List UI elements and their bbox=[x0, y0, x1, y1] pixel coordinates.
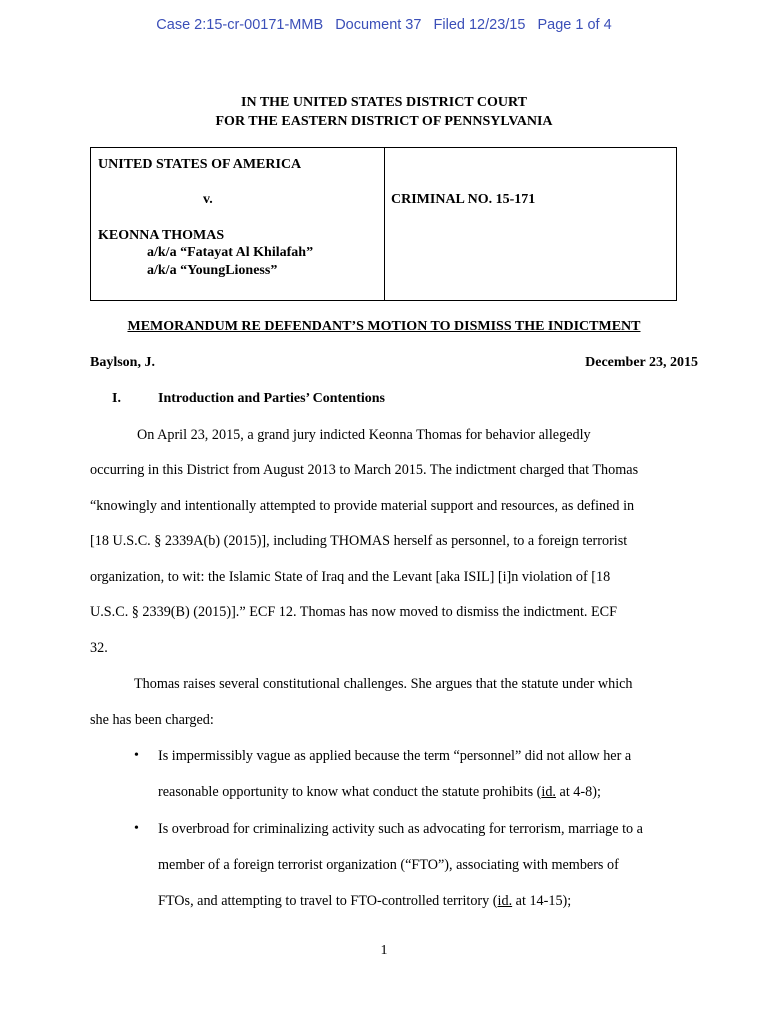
caption-defendant: KEONNA THOMAS bbox=[98, 228, 225, 243]
paragraph1-line: occurring in this District from August 2013 to March 2015. The indictment charged that Thomas bbox=[90, 462, 639, 478]
case-header-stamp: Case 2:15-cr-00171-MMB Document 37 Filed 12/23/15 Page 1 of 4 bbox=[156, 17, 612, 33]
bullet1-text: reasonable opportunity to know what conduct the statute prohibits ( bbox=[158, 784, 542, 800]
paragraph1-line: [18 U.S.C. § 2339A(b) (2015)], including THOMAS herself as personnel, to a foreign terrorist bbox=[90, 533, 628, 549]
paragraph2-line: Thomas raises several constitutional challenges. She argues that the statute under which bbox=[134, 676, 633, 692]
memorandum-title: MEMORANDUM RE DEFENDANT’S MOTION TO DISMISS THE INDICTMENT bbox=[127, 319, 641, 334]
section-number: I. bbox=[112, 391, 121, 406]
caption-plaintiff: UNITED STATES OF AMERICA bbox=[98, 157, 302, 172]
paragraph1-line: 32. bbox=[90, 640, 108, 656]
bullet2-text: at 14-15); bbox=[512, 893, 572, 909]
citation-id: id. bbox=[541, 784, 556, 800]
bullet1-line: Is impermissibly vague as applied because the term “personnel” did not allow her a bbox=[158, 748, 632, 764]
citation-id: id. bbox=[497, 893, 513, 909]
bullet-icon: • bbox=[134, 748, 139, 763]
memo-date: December 23, 2015 bbox=[585, 355, 698, 370]
bullet2-line: Is overbroad for criminalizing activity such as advocating for terrorism, marriage to a bbox=[158, 821, 643, 837]
caption-divider bbox=[384, 148, 385, 300]
section-title: Introduction and Parties’ Contentions bbox=[158, 391, 386, 406]
paragraph2-line: she has been charged: bbox=[90, 712, 214, 728]
paragraph1-line: organization, to wit: the Islamic State of Iraq and the Levant [aka ISIL] [i]n violation of [18 bbox=[90, 569, 611, 585]
page-number: 1 bbox=[380, 943, 388, 958]
bullet2-line bbox=[158, 893, 571, 910]
caption-aka-1: a/k/a “Fatayat Al Khilafah” bbox=[147, 245, 314, 260]
paragraph1-line: On April 23, 2015, a grand jury indicted Keonna Thomas for behavior allegedly bbox=[137, 427, 591, 443]
caption-criminal-number: CRIMINAL NO. 15-171 bbox=[391, 192, 536, 207]
caption-versus: v. bbox=[203, 192, 213, 207]
paragraph1-line: “knowingly and intentionally attempted to provide material support and resources, as defined in bbox=[90, 498, 635, 514]
bullet2-text: FTOs, and attempting to travel to FTO-controlled territory ( bbox=[158, 893, 498, 909]
court-heading bbox=[0, 93, 768, 131]
court-heading-line2: FOR THE EASTERN DISTRICT OF PENNSYLVANIA bbox=[215, 114, 553, 129]
bullet-icon: • bbox=[134, 821, 139, 836]
caption-aka-2: a/k/a “YoungLioness” bbox=[147, 263, 278, 278]
bullet1-line bbox=[158, 784, 601, 801]
case-caption-box bbox=[90, 147, 677, 301]
bullet1-text: at 4-8); bbox=[555, 784, 601, 800]
bullet2-line: member of a foreign terrorist organization (“FTO”), associating with members of bbox=[158, 857, 619, 873]
court-heading-line1: IN THE UNITED STATES DISTRICT COURT bbox=[241, 95, 527, 110]
judge-name: Baylson, J. bbox=[90, 355, 155, 370]
paragraph1-line: U.S.C. § 2339(B) (2015)].” ECF 12. Thomas has now moved to dismiss the indictment. ECF bbox=[90, 604, 618, 620]
